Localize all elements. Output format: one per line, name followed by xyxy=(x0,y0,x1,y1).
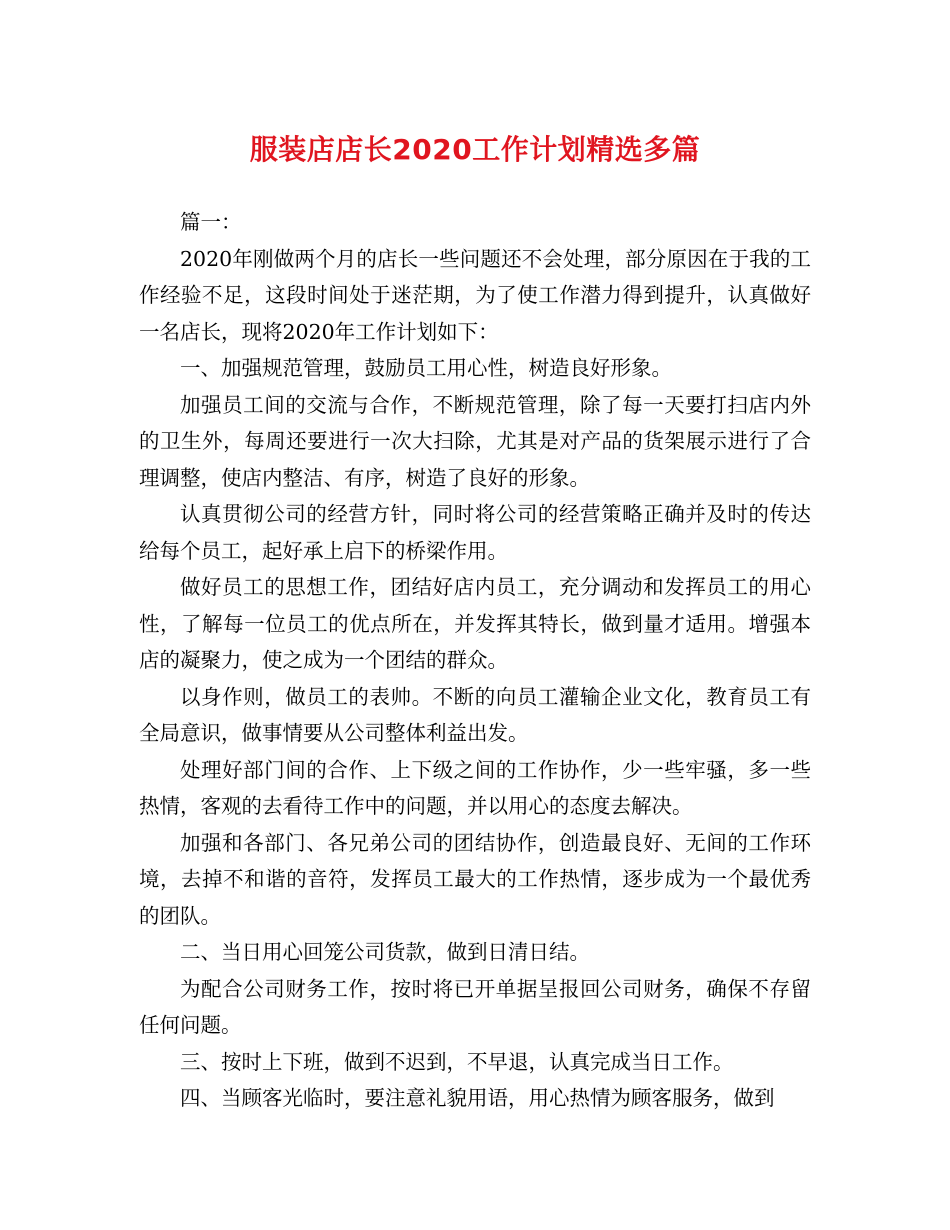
paragraph: 三、按时上下班，做到不迟到，不早退，认真完成当日工作。 xyxy=(180,1049,734,1074)
document-title: 服装店店长2020工作计划精选多篇 xyxy=(249,133,701,166)
paragraph: 为配合公司财务工作，按时将已开单据呈报回公司财务，确保不存留任何问题。 xyxy=(139,976,811,1037)
paragraph: 二、当日用心回笼公司货款，做到日清日结。 xyxy=(180,940,590,964)
paragraph: 2020年刚做两个月的店长一些问题还不会处理，部分原因在于我的工作经验不足，这段时间处于迷茫期，为了使工作潜力得到提升，认真做好一名店长，现将2020年工作计划如下： xyxy=(139,246,811,344)
document-body xyxy=(139,204,811,1117)
paragraph: 篇一： xyxy=(180,210,242,234)
paragraph: 加强员工间的交流与合作，不断规范管理，除了每一天要打扫店内外的卫生外，每周还要进行一次大扫除，尤其是对产品的货架展示进行了合理调整，使店内整洁、有序，树造了良好的形象。 xyxy=(139,392,811,490)
paragraph: 认真贯彻公司的经营方针，同时将公司的经营策略正确并及时的传达给每个员工，起好承上启下的桥梁作用。 xyxy=(139,502,811,563)
paragraph: 做好员工的思想工作，团结好店内员工，充分调动和发挥员工的用心性，了解每一位员工的优点所在，并发挥其特长，做到量才适用。增强本店的凝聚力，使之成为一个团结的群众。 xyxy=(139,575,811,672)
paragraph: 处理好部门间的合作、上下级之间的工作协作，少一些牢骚，多一些热情，客观的去看待工作中的问题，并以用心的态度去解决。 xyxy=(139,757,811,818)
paragraph: 以身作则，做员工的表帅。不断的向员工灌输企业文化，教育员工有全局意识，做事情要从公司整体利益出发。 xyxy=(139,684,811,745)
paragraph: 一、加强规范管理，鼓励员工用心性，树造良好形象。 xyxy=(180,356,672,380)
paragraph: 四、当顾客光临时，要注意礼貌用语，用心热情为顾客服务，做到 xyxy=(180,1086,775,1110)
paragraph: 加强和各部门、各兄弟公司的团结协作，创造最良好、无间的工作环境，去掉不和谐的音符，发挥员工最大的工作热情，逐步成为一个最优秀的团队。 xyxy=(139,830,811,928)
